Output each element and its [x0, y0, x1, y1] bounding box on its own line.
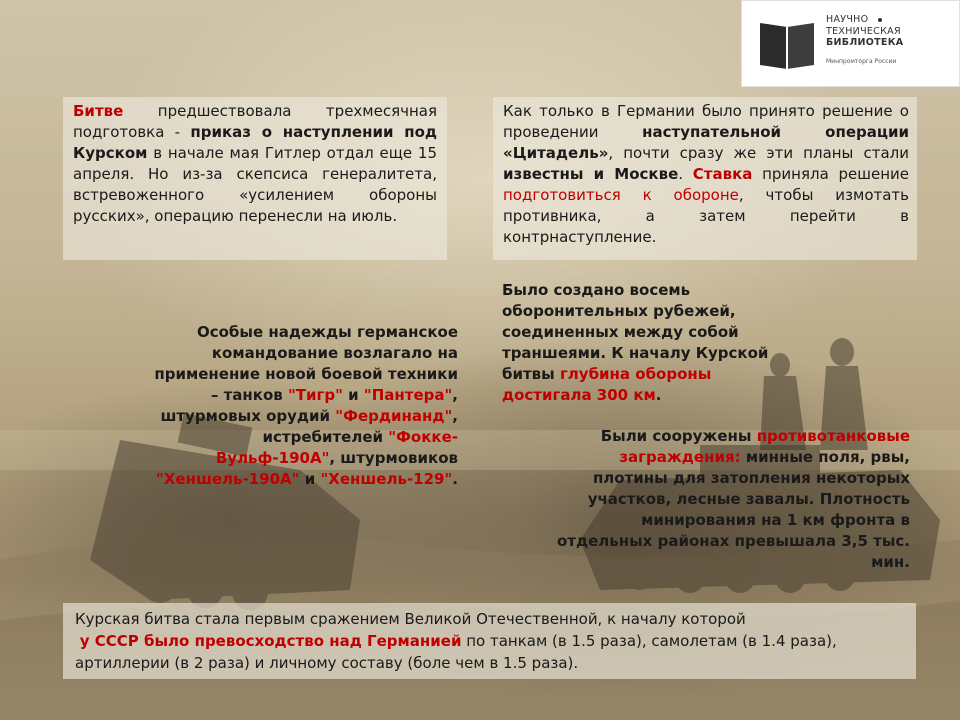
text-block-german-hopes: Особые надежды германское командование возлагало на применение новой боевой техники – танков "Тигр" и "Пантера", штурмовых орудий "Фердинанд", истребителей "Фокке-Вульф-190А", штурмовиков "Хеншель-190А" и "Хеншель-129". — [154, 323, 458, 488]
text-block-defense-lines: Было создано восемь оборонительных рубежей, соединенных между собой траншеями. К началу Курской битвы глубина обороны достигала 300 км. — [502, 281, 769, 404]
text-block-citadel: Как только в Германии было принято решение о проведении наступательной операции «Цитадель», почти сразу же эти планы стали известны и Москве. Ставка приняла решение подготовиться к обороне, чтобы измотать противника, а затем перейти в контрнаступление. — [493, 97, 917, 260]
text-block-preparation: Битве предшествовала трехмесячная подготовка - приказ о наступлении под Курском в начале мая Гитлер отдал еще 15 апреля. Но из-за скепсиса генералитета, встревоженного «усилением обороны русских», операцию перенесли на июль. — [63, 97, 447, 260]
book-icon — [756, 19, 818, 73]
text-block-obstacles: Были сооружены противотанковые заграждения: минные поля, рвы, плотины для затопления некоторых участков, лесные завалы. Плотность минирования на 1 км фронта в отдельных районах превышала 3,5 тыс. мин. — [557, 427, 910, 571]
text-block-superiority: Курская битва стала первым сражением Великой Отечественной, к началу которой у СССР было превосходство над Германией по танкам (в 1.5 раза), самолетам (в 1.4 раза), артиллерии (в 2 раза) и личному составу (боле чем в 1.5 раза). — [63, 603, 916, 679]
logo-subtitle: Минпромторга России — [826, 58, 897, 65]
library-logo — [741, 0, 960, 87]
logo-title: НАУЧНО ТЕХНИЧЕСКАЯ БИБЛИОТЕКА — [826, 14, 904, 48]
